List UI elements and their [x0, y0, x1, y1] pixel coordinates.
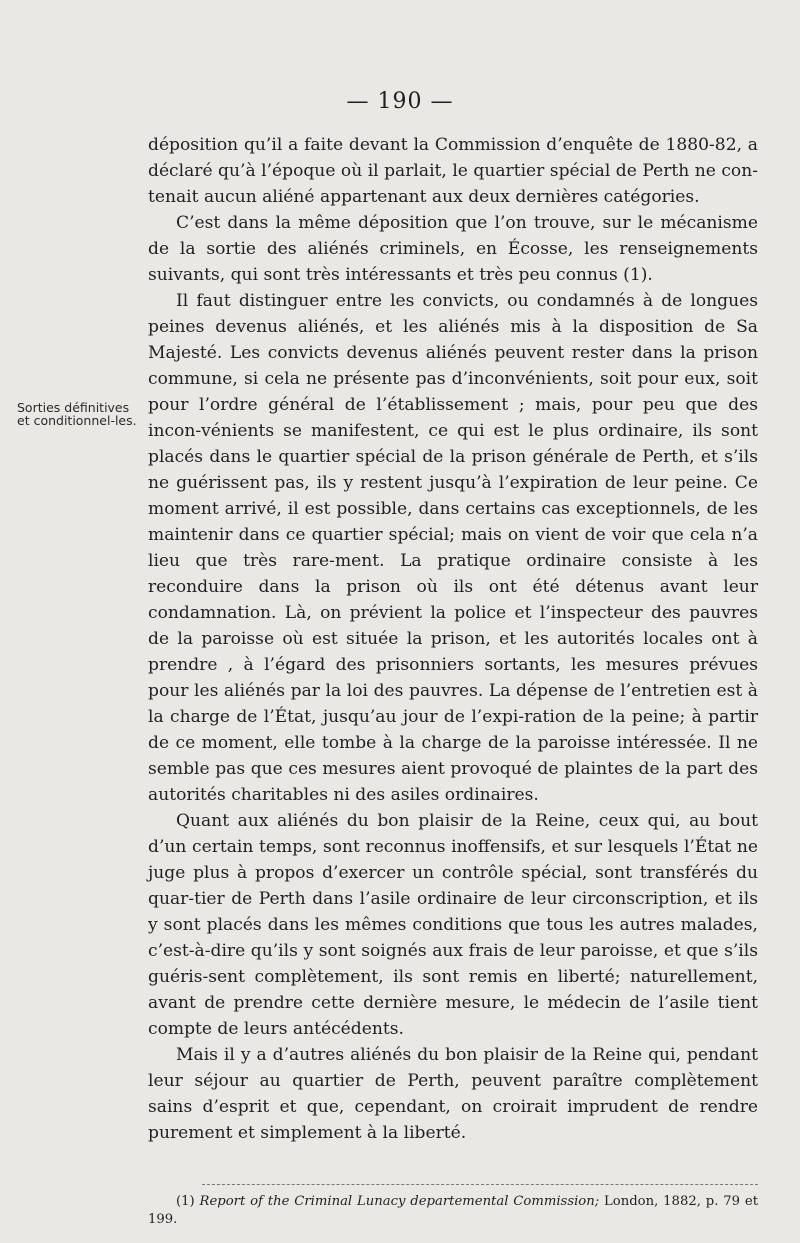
- footnote-title: Report of the Criminal Lunacy departemental Commission;: [199, 1194, 600, 1209]
- footnote-marker: (1): [176, 1194, 195, 1209]
- paragraph-continued: déposition qu’il a faite devant la Commission d’enquête de 1880-82, a déclaré qu’à l’époque où il parlait, le quartier spécial de Perth ne con-tenait aucun aliéné appartenant aux deux dernières catégories.: [148, 135, 758, 207]
- paragraph: Mais il y a d’autres aliénés du bon plaisir de la Reine qui, pendant leur séjour au quartier de Perth, peuvent paraître complètement sains d’esprit et que, cependant, on croirait imprudent de rendre purement et simplement à la liberté.: [148, 1045, 758, 1143]
- paragraph: Il faut distinguer entre les convicts, ou condamnés à de longues peines devenus aliénés, et les aliénés mis à la disposition de Sa Majesté. Les convicts devenus aliénés peuvent rester dans la prison commune, si cela ne présente pas d’inconvénients, soit pour eux, soit pour l’ordre général de l’établissement ; mais, pour peu que des incon-vénients se manifestent, ce qui est le plus ordinaire, ils sont placés dans le quartier spécial de la prison générale de Perth, et s’ils ne guérissent pas, ils y restent jusqu’à l’expiration de leur peine. Ce moment arrivé, il est possible, dans certains cas exceptionnels, de les maintenir dans ce quartier spécial; mais on vient de voir que cela n’a lieu que très rare-ment. La pratique ordinaire consiste à les reconduire dans la prison où ils ont été détenus avant leur condamnation. Là, on prévient la police et l’inspecteur des pauvres de la paroisse où est située la prison, et les autorités locales ont à prendre , à l’égard des prisonniers sortants, les mesures prévues pour les aliénés par la loi des pauvres. La dépense de l’entretien est à la charge de l’État, jusqu’au jour de l’expi-ration de la peine; à partir de ce moment, elle tombe à la charge de la paroisse intéressée. Il ne semble pas que ces mesures aient provoqué de plaintes de la part des autorités charitables ni des asiles ordinaires.: [148, 291, 758, 805]
- margin-note: Sorties définitives et conditionnel-les.: [17, 400, 137, 428]
- footnote-rule: [202, 1184, 758, 1185]
- paragraph: C’est dans la même déposition que l’on trouve, sur le mécanisme de la sortie des aliénés criminels, en Écosse, les renseignements suivants, qui sont très intéressants et très peu connus (1).: [148, 213, 758, 285]
- paragraph: Quant aux aliénés du bon plaisir de la Reine, ceux qui, au bout d’un certain temps, sont reconnus inoffensifs, et sur lesquels l’État ne juge plus à propos d’exercer un contrôle spécial, sont transférés du quar-tier de Perth dans l’asile ordinaire de leur circonscription, et ils y sont placés dans les mêmes conditions que tous les autres malades, c’est-à-dire qu’ils y sont soignés aux frais de leur paroisse, et que s’ils guéris-sent complètement, ils sont remis en liberté; naturellement, avant de prendre cette dernière mesure, le médecin de l’asile tient compte de leurs antécédents.: [148, 811, 758, 1039]
- body-text: [148, 132, 758, 1146]
- footnote-citation: London, 1882, p. 79 et 199.: [148, 1194, 758, 1227]
- footnote: [148, 1193, 758, 1229]
- page-number: — 190 —: [346, 89, 454, 114]
